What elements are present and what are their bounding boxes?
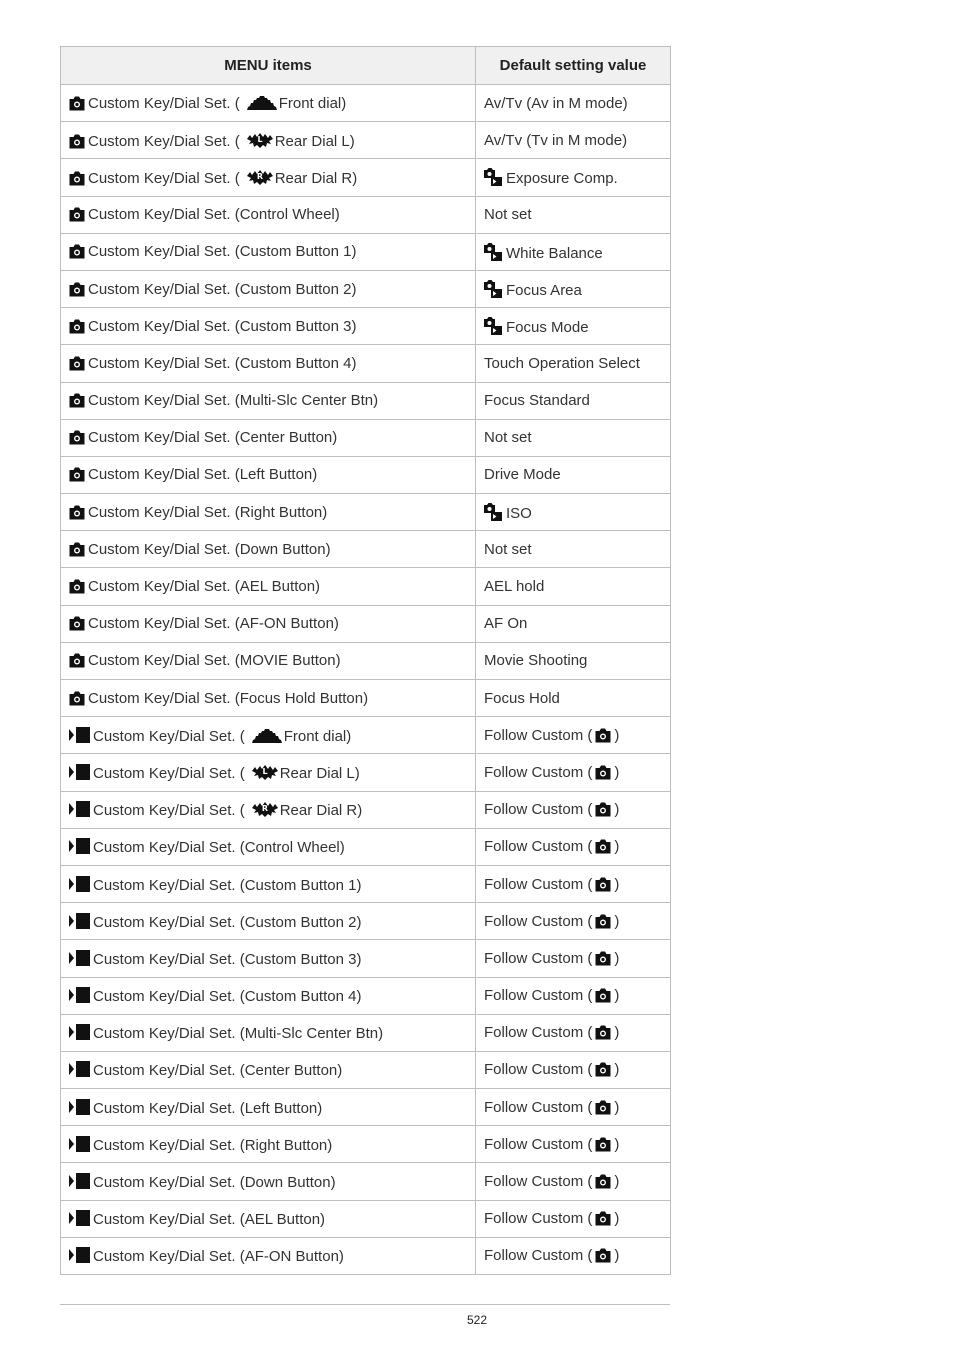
front-dial-icon [246,95,278,111]
table-row [61,754,671,791]
svg-text:L: L [257,134,263,144]
default-value-cell [476,456,671,493]
table-row [61,977,671,1014]
menu-item-label: Custom Key/Dial Set. (Multi-Slc Center Btn) [88,392,379,410]
menu-item-label: Custom Key/Dial Set. (Control Wheel) [88,206,340,224]
still-camera-icon [595,1136,611,1152]
default-value-cell [476,494,671,531]
follow-custom-close: ) [614,801,620,819]
follow-custom-close: ) [614,1098,620,1116]
menu-item-cell [61,1089,476,1126]
follow-custom-close: ) [614,763,620,781]
menu-item-label-suffix: Front dial) [278,94,347,112]
default-value-cell [476,754,671,791]
menu-item-label: Custom Key/Dial Set. (Left Button) [88,466,318,484]
still-camera-icon [595,838,611,854]
menu-item-cell [61,196,476,233]
default-value: Follow Custom ( [484,1061,593,1079]
still-movie-icon [484,242,502,261]
menu-item-label: Custom Key/Dial Set. ( [88,169,240,187]
menu-item-cell [61,754,476,791]
follow-custom-close: ) [614,726,620,744]
table-row [61,1163,671,1200]
menu-item-label: Custom Key/Dial Set. (Right Button) [93,1136,333,1154]
still-camera-icon [69,578,85,594]
table-row [61,494,671,531]
rear-dial-r-icon [246,168,274,186]
rear-dial-r-icon [251,800,279,818]
follow-custom-close: ) [614,838,620,856]
movie-mode-icon [69,986,90,1004]
table-row [61,122,671,159]
default-value: Focus Area [506,282,582,300]
menu-item-label: Custom Key/Dial Set. (Focus Hold Button) [88,689,369,707]
table-row [61,903,671,940]
still-camera-icon [69,281,85,297]
default-value: Focus Mode [506,319,589,337]
default-value: AF On [484,615,528,633]
menu-item-label: Custom Key/Dial Set. ( [93,802,245,820]
still-camera-icon [595,876,611,892]
table-row [61,1051,671,1088]
default-value: Exposure Comp. [506,170,618,188]
still-camera-icon [69,206,85,222]
movie-mode-icon [69,726,90,744]
default-value-cell [476,159,671,196]
default-value: Follow Custom ( [484,1135,593,1153]
menu-item-cell [61,791,476,828]
svg-text:R: R [261,804,268,814]
default-value: Follow Custom ( [484,838,593,856]
still-camera-icon [69,95,85,111]
still-camera-icon [595,1099,611,1115]
default-value-cell [476,345,671,382]
table-row [61,642,671,679]
menu-item-cell [61,419,476,456]
menu-item-cell [61,308,476,345]
default-value: Follow Custom ( [484,949,593,967]
default-value: Not set [484,206,532,224]
default-value: Follow Custom ( [484,1024,593,1042]
default-value-cell [476,1089,671,1126]
default-value-cell [476,865,671,902]
still-camera-icon [595,1173,611,1189]
table-row [61,940,671,977]
movie-mode-icon [69,1023,90,1041]
default-value: Follow Custom ( [484,1173,593,1191]
still-camera-icon [595,950,611,966]
default-value-cell [476,1051,671,1088]
table-row [61,791,671,828]
default-value-cell [476,382,671,419]
menu-item-cell [61,940,476,977]
default-value-cell [476,85,671,122]
settings-table [60,46,671,1275]
movie-mode-icon [69,1246,90,1264]
movie-mode-icon [69,875,90,893]
still-camera-icon [69,541,85,557]
menu-item-label: Custom Key/Dial Set. (Center Button) [93,1062,343,1080]
menu-item-cell [61,568,476,605]
still-movie-icon [484,167,502,186]
movie-mode-icon [69,1172,90,1190]
default-value: Drive Mode [484,466,561,484]
default-value-cell [476,1237,671,1274]
default-value: Focus Hold [484,689,560,707]
table-row [61,1200,671,1237]
table-row [61,196,671,233]
default-value: Follow Custom ( [484,987,593,1005]
follow-custom-close: ) [614,875,620,893]
still-camera-icon [595,913,611,929]
still-camera-icon [595,764,611,780]
default-value: Focus Standard [484,392,590,410]
page-number: 522 [466,1313,488,1327]
menu-item-cell [61,122,476,159]
still-camera-icon [69,355,85,371]
menu-item-cell [61,382,476,419]
default-value-cell [476,903,671,940]
default-value: Follow Custom ( [484,1247,593,1265]
menu-item-label: Custom Key/Dial Set. (Custom Button 2) [93,913,362,931]
follow-custom-close: ) [614,1210,620,1228]
table-header-row [61,47,671,85]
default-value-cell [476,680,671,717]
default-value: AEL hold [484,578,545,596]
table-row [61,1126,671,1163]
table-row [61,233,671,270]
menu-item-cell [61,977,476,1014]
menu-item-cell [61,1051,476,1088]
menu-item-cell [61,85,476,122]
default-value: Follow Custom ( [484,1098,593,1116]
menu-item-label: Custom Key/Dial Set. (Center Button) [88,429,338,447]
menu-item-label: Custom Key/Dial Set. (AF-ON Button) [93,1248,344,1266]
default-value-cell [476,568,671,605]
still-camera-icon [69,170,85,186]
table-body [61,85,671,1275]
default-value: Follow Custom ( [484,912,593,930]
menu-item-cell [61,159,476,196]
menu-item-label-suffix: Front dial) [283,727,352,745]
still-camera-icon [595,1210,611,1226]
menu-item-cell [61,270,476,307]
menu-item-cell [61,1014,476,1051]
menu-item-label: Custom Key/Dial Set. (Custom Button 4) [88,354,357,372]
svg-text:R: R [256,171,263,181]
follow-custom-close: ) [614,912,620,930]
still-camera-icon [69,615,85,631]
table-row [61,1089,671,1126]
movie-mode-icon [69,949,90,967]
table-row [61,568,671,605]
follow-custom-close: ) [614,1247,620,1265]
menu-item-label: Custom Key/Dial Set. (AEL Button) [88,578,321,596]
follow-custom-close: ) [614,1024,620,1042]
still-movie-icon [484,279,502,298]
svg-text:L: L [262,766,268,776]
menu-item-label: Custom Key/Dial Set. (Custom Button 1) [93,876,362,894]
still-camera-icon [69,318,85,334]
menu-item-label: Custom Key/Dial Set. (Custom Button 2) [88,280,357,298]
movie-mode-icon [69,1098,90,1116]
still-camera-icon [69,466,85,482]
menu-item-cell [61,680,476,717]
menu-item-label: Custom Key/Dial Set. ( [93,727,245,745]
menu-item-label: Custom Key/Dial Set. (Right Button) [88,503,328,521]
default-value: Touch Operation Select [484,354,640,372]
default-value-cell [476,1126,671,1163]
footer-divider [60,1304,670,1305]
still-movie-icon [484,502,502,521]
still-camera-icon [595,1247,611,1263]
table-row [61,419,671,456]
column-header-default-value: Default setting value [476,47,671,85]
front-dial-icon [251,728,283,744]
default-value-cell [476,791,671,828]
menu-item-label: Custom Key/Dial Set. (Custom Button 1) [88,243,357,261]
default-value-cell [476,828,671,865]
menu-item-cell [61,456,476,493]
still-camera-icon [69,429,85,445]
default-value-cell [476,1200,671,1237]
movie-mode-icon [69,763,90,781]
table-row [61,270,671,307]
menu-item-cell [61,828,476,865]
default-value: Follow Custom ( [484,801,593,819]
default-value-cell [476,642,671,679]
table-row [61,680,671,717]
menu-item-label: Custom Key/Dial Set. (Custom Button 4) [93,988,362,1006]
menu-item-label: Custom Key/Dial Set. (Left Button) [93,1099,323,1117]
table-row [61,865,671,902]
default-value: Not set [484,429,532,447]
table-row [61,1014,671,1051]
menu-item-cell [61,642,476,679]
table-row [61,85,671,122]
movie-mode-icon [69,800,90,818]
rear-dial-l-icon [246,131,274,149]
still-camera-icon [595,1024,611,1040]
menu-item-label: Custom Key/Dial Set. (Multi-Slc Center Btn) [93,1025,384,1043]
menu-item-cell [61,1126,476,1163]
still-camera-icon [69,652,85,668]
table-row [61,382,671,419]
default-value-cell [476,122,671,159]
default-value-cell [476,419,671,456]
still-camera-icon [595,987,611,1003]
menu-item-cell [61,494,476,531]
still-movie-icon [484,316,502,335]
menu-item-cell [61,865,476,902]
still-camera-icon [69,392,85,408]
default-value: Av/Tv (Av in M mode) [484,94,628,112]
still-camera-icon [69,243,85,259]
menu-item-label: Custom Key/Dial Set. (Down Button) [93,1174,336,1192]
default-value-cell [476,308,671,345]
table-row [61,531,671,568]
default-value: Follow Custom ( [484,763,593,781]
menu-item-cell [61,1200,476,1237]
default-value-cell [476,233,671,270]
menu-item-cell [61,1237,476,1274]
table-row [61,456,671,493]
table-row [61,345,671,382]
menu-item-cell [61,605,476,642]
follow-custom-close: ) [614,1135,620,1153]
menu-item-label-suffix: Rear Dial R) [274,169,358,187]
default-value: ISO [506,505,532,523]
default-value-cell [476,531,671,568]
default-value: Follow Custom ( [484,726,593,744]
column-header-menu-items: MENU items [61,47,476,85]
default-value: Av/Tv (Tv in M mode) [484,131,628,149]
menu-item-label: Custom Key/Dial Set. (AF-ON Button) [88,615,339,633]
follow-custom-close: ) [614,1173,620,1191]
default-value-cell [476,1014,671,1051]
menu-item-cell [61,233,476,270]
default-value: Movie Shooting [484,652,588,670]
default-value-cell [476,717,671,754]
still-camera-icon [69,133,85,149]
menu-item-cell [61,903,476,940]
still-camera-icon [595,801,611,817]
menu-item-label: Custom Key/Dial Set. (Custom Button 3) [93,950,362,968]
menu-item-label: Custom Key/Dial Set. ( [88,94,240,112]
movie-mode-icon [69,837,90,855]
still-camera-icon [595,727,611,743]
table-row [61,828,671,865]
menu-item-label: Custom Key/Dial Set. (MOVIE Button) [88,652,341,670]
movie-mode-icon [69,1135,90,1153]
default-value: Not set [484,540,532,558]
follow-custom-close: ) [614,1061,620,1079]
default-value-cell [476,196,671,233]
table-row [61,159,671,196]
table-row [61,308,671,345]
follow-custom-close: ) [614,949,620,967]
default-value-cell [476,270,671,307]
menu-item-label-suffix: Rear Dial R) [279,802,363,820]
menu-item-label: Custom Key/Dial Set. (Down Button) [88,540,331,558]
menu-item-cell [61,345,476,382]
default-value-cell [476,1163,671,1200]
default-value: White Balance [506,244,603,262]
default-value-cell [476,605,671,642]
rear-dial-l-icon [251,763,279,781]
table-row [61,717,671,754]
menu-item-label-suffix: Rear Dial L) [274,132,355,150]
follow-custom-close: ) [614,987,620,1005]
still-camera-icon [69,504,85,520]
menu-item-label: Custom Key/Dial Set. (Custom Button 3) [88,317,357,335]
table-row [61,1237,671,1274]
default-value-cell [476,940,671,977]
table-row [61,605,671,642]
still-camera-icon [69,690,85,706]
default-value-cell [476,977,671,1014]
menu-item-label: Custom Key/Dial Set. (Control Wheel) [93,839,345,857]
menu-item-label: Custom Key/Dial Set. (AEL Button) [93,1211,326,1229]
default-value: Follow Custom ( [484,1210,593,1228]
still-camera-icon [595,1061,611,1077]
menu-item-cell [61,717,476,754]
menu-item-label-suffix: Rear Dial L) [279,764,360,782]
menu-item-label: Custom Key/Dial Set. ( [88,132,240,150]
menu-item-cell [61,1163,476,1200]
movie-mode-icon [69,912,90,930]
default-value: Follow Custom ( [484,875,593,893]
menu-item-cell [61,531,476,568]
movie-mode-icon [69,1060,90,1078]
movie-mode-icon [69,1209,90,1227]
menu-item-label: Custom Key/Dial Set. ( [93,764,245,782]
